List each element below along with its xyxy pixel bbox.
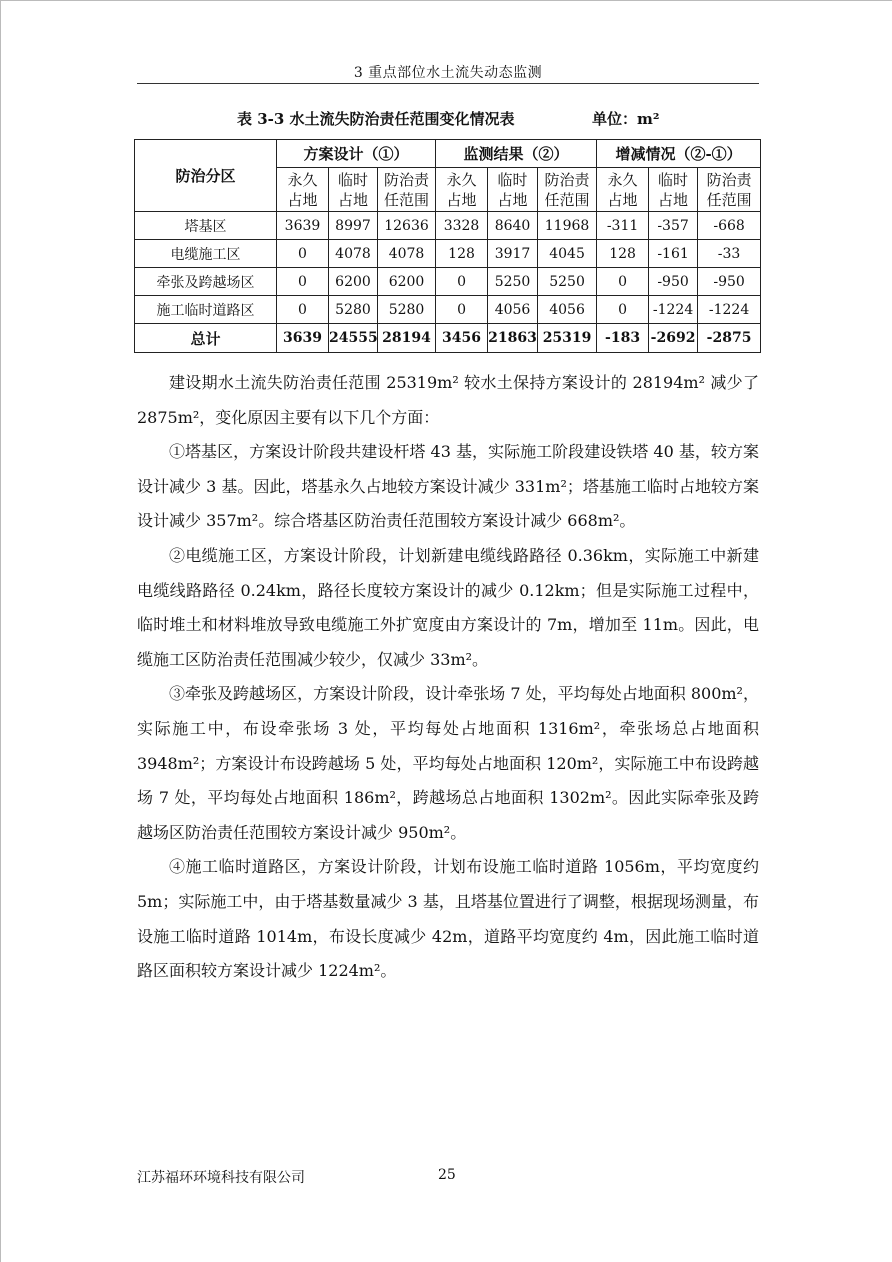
table-cell: -311 <box>597 212 649 240</box>
subheader-line: 永久 <box>607 170 638 189</box>
subheader-line: 占地 <box>337 190 368 209</box>
total-cell: 28194 <box>378 324 436 353</box>
subheader-line: 占地 <box>658 190 689 209</box>
subheader-line: 防治责 <box>706 170 752 189</box>
subheader-line: 占地 <box>287 190 318 209</box>
subheader-cell <box>649 168 698 212</box>
table-cell: -950 <box>698 268 761 296</box>
subheader-cell <box>378 168 436 212</box>
table-cell: 12636 <box>378 212 436 240</box>
total-cell: 24555 <box>329 324 378 353</box>
running-header: 3 重点部位水土流失动态监测 <box>353 65 543 81</box>
table-cell: 4078 <box>329 240 378 268</box>
table-cell: 4056 <box>488 296 538 324</box>
table-cell: -33 <box>698 240 761 268</box>
subheader-line: 占地 <box>607 190 638 209</box>
subheader-line: 永久 <box>287 170 318 189</box>
total-cell: -183 <box>597 324 649 353</box>
table-cell: -950 <box>649 268 698 296</box>
table-cell: 11968 <box>538 212 597 240</box>
zone-name-cell: 塔基区 <box>135 212 277 240</box>
table-cell: 128 <box>597 240 649 268</box>
subheader-cell <box>277 168 329 212</box>
table-cell: -668 <box>698 212 761 240</box>
paragraph-cable-construction: ②电缆施工区，方案设计阶段，计划新建电缆线路路径 0.36km，实际施工中新建电缆线路路径 0.24km，路径长度较方案设计的减少 0.12km；但是实际施工过程中，临时堆土和材料堆放导致电缆施工外扩宽度由方案设计的 7m，增加至 11m。因此，电缆施工区防治责任范围减少较少，仅减少 33m²。 <box>137 545 759 669</box>
table-cell: -161 <box>649 240 698 268</box>
total-cell: -2875 <box>698 324 761 353</box>
total-row <box>135 324 761 353</box>
subheader-line: 任范围 <box>384 190 430 209</box>
subheader-cell <box>488 168 538 212</box>
subheader-line: 临时 <box>337 170 368 189</box>
subheader-line: 任范围 <box>706 190 752 209</box>
table-cell: 3917 <box>488 240 538 268</box>
table-cell: 8997 <box>329 212 378 240</box>
table-cell: 8640 <box>488 212 538 240</box>
table-cell: 6200 <box>329 268 378 296</box>
table-caption-title: 表 3-3 水土流失防治责任范围变化情况表 <box>237 110 515 128</box>
table-cell: 3328 <box>436 212 488 240</box>
zone-name-cell: 施工临时道路区 <box>135 296 277 324</box>
table-cell: 0 <box>277 240 329 268</box>
group-header-monitoring: 监测结果（②） <box>436 140 597 168</box>
table-cell: 0 <box>436 296 488 324</box>
subheader-line: 占地 <box>497 190 528 209</box>
subheader-cell <box>436 168 488 212</box>
body-text <box>137 366 759 989</box>
paragraph-intro: 建设期水土流失防治责任范围 25319m² 较水土保持方案设计的 28194m² 减少了 2875m²，变化原因主要有以下几个方面： <box>137 373 759 427</box>
subheader-line: 永久 <box>446 170 477 189</box>
total-cell: 25319 <box>538 324 597 353</box>
subheader-line: 临时 <box>658 170 689 189</box>
table-cell: 5280 <box>378 296 436 324</box>
table-cell: 0 <box>436 268 488 296</box>
subheader-line: 任范围 <box>544 190 590 209</box>
table-cell: -1224 <box>649 296 698 324</box>
group-header-change: 增减情况（②-①） <box>597 140 761 168</box>
table-cell: 4045 <box>538 240 597 268</box>
total-cell: 21863 <box>488 324 538 353</box>
subheader-line: 占地 <box>446 190 477 209</box>
responsibility-range-table <box>134 139 761 353</box>
footer-company: 江苏福环环境科技有限公司 <box>137 1170 305 1186</box>
table-cell: 4078 <box>378 240 436 268</box>
table-cell: 0 <box>597 296 649 324</box>
subheader-line: 防治责 <box>384 170 430 189</box>
paragraph-temporary-road: ④施工临时道路区，方案设计阶段，计划布设施工临时道路 1056m，平均宽度约 5m；实际施工中，由于塔基数量减少 3 基，且塔基位置进行了调整，根据现场测量，布设施工临时道路 1014m，布设长度减少 42m，道路平均宽度约 4m，因此施工临时道路区面积较方案设计减少 1224m²。 <box>137 857 759 981</box>
table-cell: -357 <box>649 212 698 240</box>
table-cell: 4056 <box>538 296 597 324</box>
zone-name-cell: 电缆施工区 <box>135 240 277 268</box>
table-cell: 128 <box>436 240 488 268</box>
table-cell: 0 <box>277 268 329 296</box>
table-cell: 0 <box>597 268 649 296</box>
zone-header: 防治分区 <box>135 140 277 212</box>
header-rule <box>137 83 759 84</box>
total-cell: 3456 <box>436 324 488 353</box>
total-label-cell: 总计 <box>135 324 277 353</box>
table-caption-unit: 单位：m² <box>592 110 660 128</box>
table-row <box>135 240 761 268</box>
table-row <box>135 296 761 324</box>
table-row <box>135 212 761 240</box>
subheader-line: 临时 <box>497 170 528 189</box>
subheader-cell <box>329 168 378 212</box>
table-cell: 5280 <box>329 296 378 324</box>
subheader-line: 防治责 <box>544 170 590 189</box>
table-row <box>135 268 761 296</box>
table-cell: -1224 <box>698 296 761 324</box>
table-cell: 5250 <box>488 268 538 296</box>
table-cell: 0 <box>277 296 329 324</box>
subheader-cell <box>538 168 597 212</box>
total-cell: -2692 <box>649 324 698 353</box>
total-cell: 3639 <box>277 324 329 353</box>
group-header-design: 方案设计（①） <box>277 140 436 168</box>
table-cell: 5250 <box>538 268 597 296</box>
table-body <box>135 212 761 353</box>
paragraph-tension-crossing: ③牵张及跨越场区，方案设计阶段，设计牵张场 7 处，平均每处占地面积 800m²，实际施工中，布设牵张场 3 处，平均每处占地面积 1316m²，牵张场总占地面积 3948m²；方案设计布设跨越场 5 处，平均每处占地面积 120m²，实际施工中布设跨越场 7 处，平均每处占地面积 186m²，跨越场总占地面积 1302m²。因此实际牵张及跨越场区防治责任范围较方案设计减少 950m²。 <box>137 684 759 842</box>
subheader-cell <box>597 168 649 212</box>
paragraph-tower-base: ①塔基区，方案设计阶段共建设杆塔 43 基，实际施工阶段建设铁塔 40 基，较方案设计减少 3 基。因此，塔基永久占地较方案设计减少 331m²；塔基施工临时占地较方案设计减少 357m²。综合塔基区防治责任范围较方案设计减少 668m²。 <box>137 442 759 531</box>
page-number: 25 <box>438 1167 456 1183</box>
zone-name-cell: 牵张及跨越场区 <box>135 268 277 296</box>
table-cell: 6200 <box>378 268 436 296</box>
subheader-cell <box>698 168 761 212</box>
table-cell: 3639 <box>277 212 329 240</box>
